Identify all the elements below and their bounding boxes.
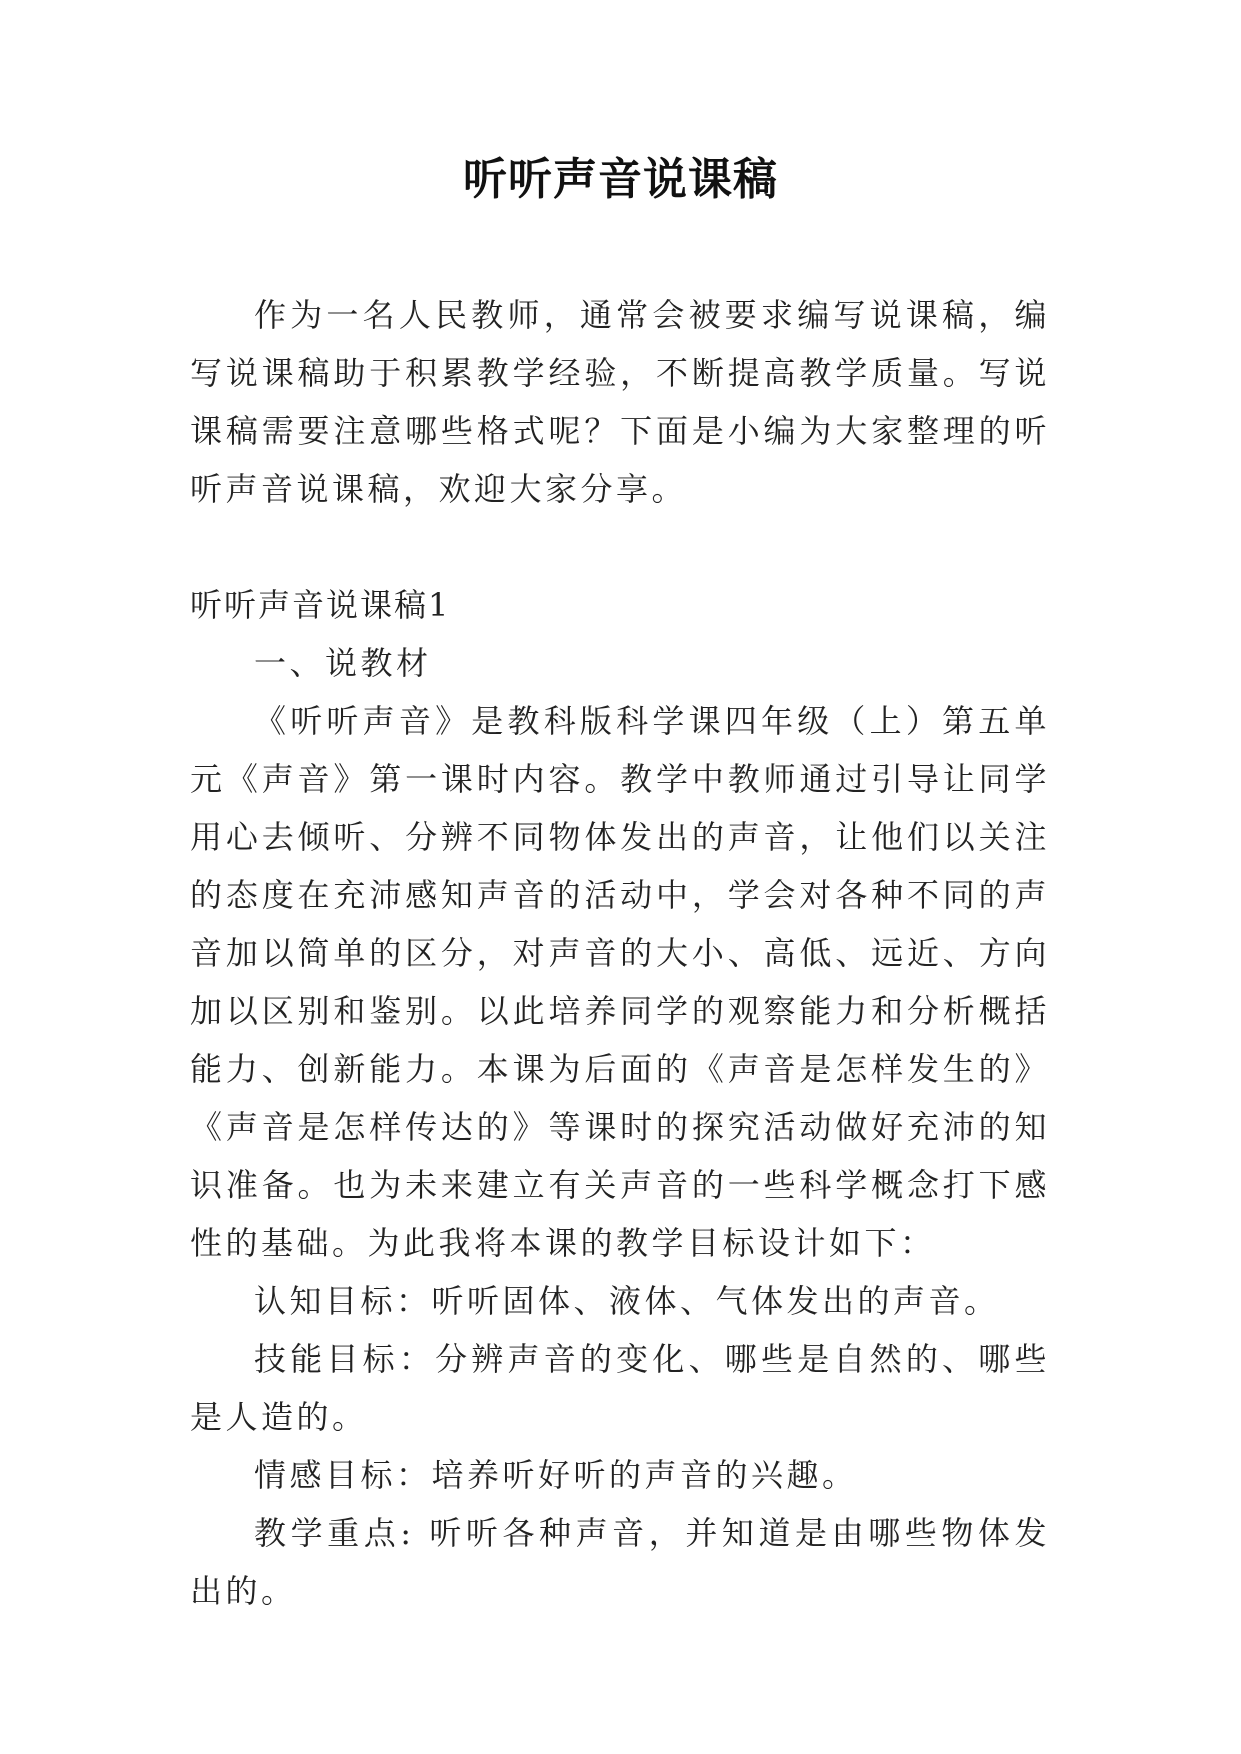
skill-goal: 技能目标：分辨声音的变化、哪些是自然的、哪些是人造的。 xyxy=(190,1340,1050,1436)
document-title: 听听声音说课稿 xyxy=(463,154,778,205)
textbook-paragraph: 《听听声音》是教科版科学课四年级（上）第五单元《声音》第一课时内容。教学中教师通过引导让同学用心去倾听、分辨不同物体发出的声音，让他们以关注的态度在充沛感知声音的活动中，学会对各种不同的声音加以简单的区分，对声音的大小、高低、远近、方向加以区别和鉴别。以此培养同学的观察能力和分析概括能力、创新能力。本课为后面的《声音是怎样发生的》《声音是怎样传达的》等课时的探究活动做好充沛的知识准备。也为未来建立有关声音的一些科学概念打下感性的基础。为此我将本课的教学目标设计如下： xyxy=(190,702,1050,1262)
paragraph-spacer xyxy=(190,518,1050,576)
teaching-key-point: 教学重点: 听听各种声音，并知道是由哪些物体发出的。 xyxy=(190,1514,1050,1610)
subsection-heading: 一、说教材 xyxy=(254,644,432,682)
cognitive-goal: 认知目标：听听固体、液体、气体发出的声音。 xyxy=(254,1282,1000,1320)
emotion-goal: 情感目标：培养听好听的声音的兴趣。 xyxy=(254,1456,858,1494)
section-title: 听听声音说课稿1 xyxy=(190,586,451,624)
document-body xyxy=(190,286,1050,1620)
intro-paragraph: 作为一名人民教师，通常会被要求编写说课稿，编写说课稿助于积累教学经验，不断提高教学质量。写说课稿需要注意哪些格式呢？下面是小编为大家整理的听听声音说课稿，欢迎大家分享。 xyxy=(190,296,1050,508)
